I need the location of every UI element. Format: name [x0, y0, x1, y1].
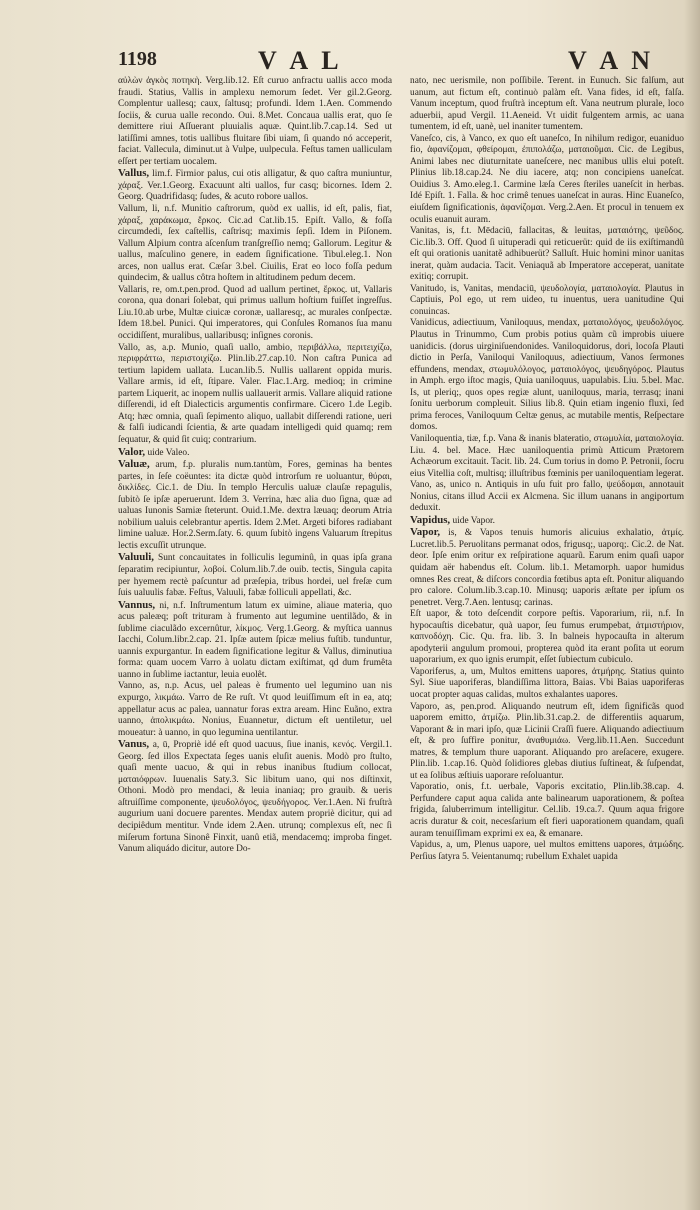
dictionary-entry [118, 204, 392, 285]
entry-headword: Valuuli, [118, 551, 154, 564]
entry-text: Vanitudo, is, Vanitas, mendaciū, ψευδολογία, ματαιολογία. Plautus in Captiuis, Pol ego, ut rem uideo, tu inuentus, uera uanitudine Qui conuincas. [410, 283, 684, 317]
entry-text: Vallaris, re, om.t.pen.prod. Quod ad uallum pertinet, ἔρκος. ut, Vallaris corona, qua donari ſolebat, qui primus uallum hoſtium fuiſſet ingreſſus. Liu.10.ab urbe, Multæ ciuicæ coronæ, uallaresq;, ac murales conſpectæ. Idem 18.bel. Punici. Qui imperatores, qui Conſules Romanos ſua manu occidiſſent, muralibus, uallaribusq; inſignes coronis. [118, 284, 392, 342]
dictionary-entry [118, 343, 392, 447]
dictionary-entry [410, 480, 684, 515]
dictionary-entry [410, 434, 684, 480]
entry-text: Vallum, li, n.f. Munitio caſtrorum, quòd ex uallis, id eſt, palis, fiat, χάραξ, χαράκωμα, ἔρκος. Cic.ad Cat.lib.15. Epiſt. Vallo, & foſſa circumdedi, ſex caſtellis, caſtrisq; maximis ſepſi. Idem in Piſonem. Vallum Alpium contra aſcenſum tranſgreſſio nemq; Gallorum. Legitur & uallus, maſculino genere, in eadem ſignificatione. Tibul.eleg.1. Non arces, non uallus erat. Cæſar 3.bel. Ciuilis, Erat eo loco foſſa pedum quindecim, & uallus côtra hoſtem in altitudinem pedum decem. [118, 204, 392, 284]
page-edge-shadow [684, 0, 700, 1210]
left-running-head: V A L [258, 46, 343, 75]
dictionary-entry [410, 515, 684, 528]
entry-text: Vaniloquentia, tiæ, f.p. Vana & inanis blateratio, στωμυλία, ματαιολογία. Liu. 4. bel. Mace. Hæc uaniloquentia primù Atticum Prætorem Achæorum excitauit. Tacit. lib. 24. Cum torius in domo P. Petronii, ſocru eius Vitellia coſt, multisq; illuſtribus fœminis per uaniloquentiam legerat. [410, 433, 684, 479]
entry-text: Vano, as, unico n. Antiquis in uſu fuit pro fallo, ψεύδομαι, annotauit Nonius, citans illud Accii ex Alcmena. Sic illum uanans in angiportum deduxit. [410, 480, 684, 514]
running-header [118, 46, 680, 75]
entry-text: Vanidicus, adiectiuum, Vaniloquus, mendax, ματαιολόγος, ψευδολόγος. Plautus in Trinummo, Cum probis potius quàm cũ improbis uiuere uanidicis. (dorus uirginiſuendonides. Vaniloquidorus, dori, locoſa Plauti dictio in Perſa, Vaniloqui Vaniloquus, adiectiuum, Vanos ſermones effundens, mendax, στωμυλόλογος, ματαιολόγος, ψευδηγόρος. Plautus in Amph. ergo iſtoc magis, Quia uaniloquus, uapulabis. Liu. 5.bel. Mac. Is, ut pleriq;, quos opes regiæ alunt, uaniloquus, maria, terrasq; inani ſonitu uerborum compleuit. Silius lib.8. Quin etiam ingenio fluxi, ſed prima feroces, Vaniloquum Celtæ genus, ac mutabile mentis, Reſpectare domos. [410, 318, 684, 433]
dictionary-entry [410, 527, 684, 609]
entry-headword: Vannus, [118, 598, 156, 611]
dictionary-entry [410, 840, 684, 863]
right-column [410, 76, 684, 1201]
entry-text: Vaporo, as, pen.prod. Aliquando neutrum eſt, idem ſignificãs quod uaporem emitto, ἀτμίζω. Plin.lib.31.cap.2. de differentiis aquarum, Vaporant & in mari ipſo, quæ Licinii Craſſi fuere. Aliquando adiectiuum eſt, & pro ſuffire ponitur, ἀναθυμιάω. Verg.lib.11.Aen. Succedunt matres, & templum thure uaporant. Aliquando pro areſacere, exugere. Plin.lib. 1.cap.16. Quòd ſolidiores glebas diutius ſuſtineat, & ſuſpendat, ut ea ſolibus æſtiuis uaporare reſoluantur. [410, 701, 684, 781]
dictionary-entry [118, 168, 392, 204]
entry-text: a, ū, Propriè idé eſt quod uacuus, ſiue inanis, κενός. Vergil.1. Georg. ſed illos Expectata ſeges uanis eluſit auenis. Modò pro ſtulto, quaſi mente uacuo, & qui in rebus inanibus ſtudium collocat, ματαιόφρων. Iuuenalis Saty.3. Sic libitum uano, qui nos diſtinxit, Othoni. Modò pro mendaci, & leuia inaniaq; pro grauib. & ueris aſtruiſſime componente, ψευδολόγος, ψευδήγορος. Ver.1.Aen. Ni fruſtrà augurium uani docuere parentes. Mendax autem propriè dicitur, qui ad decipiêdum mentitur. Vnde idem 2.Aen. utrunq; complexus eſt, nec ſi miſerum fortuna Sinonê Finxit, uanû etiã, mendacemq; improba finget. Vanum aliquádo dicitur, autore Do- [118, 740, 392, 855]
dictionary-entry [410, 609, 684, 667]
dictionary-entry [410, 667, 684, 702]
entry-text: Vapidus, a, um, Plenus uapore, uel multos emittens uapores, ἀτμώδης. Perſius ſatyra 5. Veientanumq; rubellum Exhalet uapida [410, 840, 684, 862]
right-running-head: V A N [568, 46, 654, 75]
entry-headword: Valuæ, [118, 458, 150, 471]
entry-text: arum, f.p. pluralis num.tantùm, Fores, geminas ha bentes partes, in ſeſe coëuntes: ita dictæ quòd introrſum re uoluantur, θύραι, δικλίδες. Cic.1. de Diu. In templo Herculis ualuæ clauſæ repagulis, ſubitò ſe ipſæ aperuerunt. Idem 3. Verrina, hæc alia duo ſigna, quæ ad ualuas Iunonis Samiæ ſteterunt. Ouid.1.Me. dextra læuaq; deorum Atria nobilium ualuis celebrantur apertis. Idem 2.Met. Argeti bifores radiabant limine ualuæ. Hor.2.Serm.ſaty. 6. quum ſubitò ingens Valuarum ſtrepitus lectis excuſſit utrunque. [118, 460, 392, 551]
dictionary-entry [410, 782, 684, 840]
page-number: 1198 [118, 48, 157, 70]
entry-text: uide Vapor. [452, 515, 495, 526]
dictionary-entry [410, 226, 684, 284]
entry-text: Eſt uapor, & toto deſcendit corpore peſtis. Vaporarium, rii, n.f. In hypocauſtis dicebatur, quà uapor, ſeu fumus erumpebat, ἀτμιστήριον, καπνοδόχη. Cic. Qu. fra. lib. 3. In balneis hypocauſta in alterum apodyterii angulum promoui, propterea quòd ita erant poſita ut eorum uaporarium, ex quo ignis erumpit, eſſet ſubiectum cubiculo. [410, 609, 684, 666]
dictionary-entry [118, 600, 392, 682]
dictionary-entry [118, 681, 392, 739]
entry-headword: Vallus, [118, 167, 150, 180]
entry-text: Vaporiferus, a, um, Multos emittens uapores, ἀτμήρης. Statius quinto Syl. Siue uaporiferas, blandiſſima littora, Baias. Vbi Baias uaporiferas uocat propter aquas calidas, multos exhalantes uapores. [410, 666, 684, 700]
dictionary-entry [410, 76, 684, 134]
dictionary-entry [118, 285, 392, 343]
entry-headword: Vapidus, [410, 513, 451, 526]
entry-text: Vanitas, is, f.t. Mēdaciū, fallacitas, & leuitas, ματαιότης, ψεῦδος. Cic.lib.3. Off. Quod ſi uituperadi qui reticuerüt: quid de iis exiſtimandû eſt qui orationis uanitatẽ adhibuerüt? Salluſt. Huic homini minor uanitas inerat, quàm audacia. Tacit. Veniaquã ab Imperatore acceperat, uanitate exitiq; corrupit. [410, 226, 684, 283]
entry-text: Sunt concauitates in folliculis leguminû, in quas ipſa grana ſeparatim recipiuntur, λοβοί. Colum.lib.7.de ouib. tectis, Singula capita per hyemem rectè paſcuntur ad præſepia, tribus hordei, uel freſæ cum ſuis ualuulis fabæ. Feſtus, Valuuli, fabæ folliculi appellati, &c. [118, 553, 392, 599]
entry-text: αὐλὼν ἀγκὸς ποτηκὴ. Verg.lib.12. Eſt curuo anfractu uallis acco moda fraudi. Statius, Vallis in amplexu nemorum ſedet. Ver gil.2.Georg. Complentur uallesq; caux, ſaltusq; profundi. Idem 1.Aen. Commendo ſociis, & curua ualle recondo. Oui. 8.Met. Concaua uallis erat, quo ſe demittere riui Aſſuerant pluuialis aquæ. Quint.lib.7.cap.14. Sed ut latiſſimi amnes, totis uallibus fluitare ſibi uiam, ſi quando nó acceperit, faciat. Vallecula, diminut.ut à Vulpe, uulpecula. Feſtus tamen ualliculam eſſert per tertiam uocalem. [118, 76, 392, 167]
dictionary-entry [410, 702, 684, 783]
dictionary-entry [118, 552, 392, 599]
dictionary-entry [118, 447, 392, 460]
dictionary-entry [410, 284, 684, 319]
entry-headword: Vapor, [410, 526, 441, 539]
text-columns [118, 76, 684, 1201]
entry-text: Vanno, as, n.p. Acus, uel paleas è frumento uel legumino uan nis expurgo, λικμάω. Varro de Re ruſt. Vt quod leuiſſimum eſt in ea, atq; appellatur acus ac palea, uannatur foras extra aream. Hinc Euãno, extra uanno, ἀπολικμάω. Nonius, Euannetur, dictum eſt uentiletur, uel moueatur: à uanno, in quo legumina uentilantur. [118, 681, 392, 738]
dictionary-entry [118, 459, 392, 552]
left-column [118, 76, 392, 1201]
entry-headword: Vanus, [118, 738, 150, 751]
entry-text: is, & Vapos tenuis humoris alicuius exhalatio, ἀτμίς. Lucret.lib.5. Peruolitans permanat odos, frigusq;, uaporq;. Cic.2. de Nat. deor. Ipſe enim oritur ex reſpiratione aquarũ. Earum enim quaſi uapor quidam aër habendus eſt. Colum. lib.1. Metamorph. uapor humidus omnes Res creat, & diſcors concordia fœtibus apta eſt. Ponitur aliquando pro calore. Colum.lib.3.cap.10. Minusq; uaporis æſtate per ipſum os penetret. Verg.7.Aen. lentusq; carinas. [410, 528, 684, 608]
dictionary-entry [118, 739, 392, 855]
entry-headword: Valor, [118, 445, 146, 458]
entry-text: lim.f. Firmior palus, cui otis alligatur, & quo caſtra muniuntur, χάραξ. Ver.1.Georg. Exacuunt alti uallos, fur casq; bicornes. Idem 2. Georg. Quadrifidasq; ſudes, & acuto robore uallos. [118, 169, 392, 203]
entry-text: Vaneſco, cis, à Vanco, ex quo eſt uaneſco, In nihilum redigor, euaniduo fio, ἀφανίζομαι, φθείρομαι, ἐπιπολάζω, ματαιοῦμαι. Cic. de Legibus, Animi labes nec diuturnitate uaneſcere, nec manibus ullis elui poteſt. Plinius lib.18.cap.24. Ne diu iacere, atq; non concipiens uaneſcat. Ouidius 3. Amo.eleg.1. Carmine læſa Ceres ſteriles uaneſcit in herbas. Idé Epiſt. 1. Falla. & hoc crimê tenues uaneſcat in auras. Hinc Euaneſco, eiuſdem ſignificationis, ἀφανίζομαι. Verg.2.Aen. Et procul in tenuem ex oculis euanuit auram. [410, 133, 684, 225]
entry-text: Vallo, as, a.p. Munio, quaſi uallo, ambio, περιβάλλω, περιτειχίζω, περιφράττω, περιστοιχίζω. Plin.lib.27.cap.10. Non caſtra Punica ad tertium lapidem uallata. Lucan.lib.5. Nullis uallarent oppida muris. Vallare armis, id eſt, ſtipare. Valer. Flac.1.Arg. medioq; in crimine partem Liquerit, ac inopem nullis uallauerit armis. Vallare aliquid ratione diſſerendi, id eſt Dialecticis argumentis confirmare. Cicero 1.de Legib. Atq; hæc omnia, quaſi ſepimento aliquo, uallabit diſſerendi ratione, ueri & falſi iudicandi ſcientia, & arte quadam intelligedi quid quamq; rem ſequatur, & quid ſit cuiq; contrarium. [118, 342, 392, 445]
dictionary-entry [118, 76, 392, 168]
dictionary-entry [410, 134, 684, 226]
entry-text: nato, nec uerismile, non poſſibile. Terent. in Eunuch. Sic falſum, aut uanum, aut fictum eſt, continuò palàm eſt. Vana fides, id eſt, falſa. Vanum inceptum, quod fruſtrà inceptum eſt. Vana neutrum plurale, loco aduerbii, apud Vergil. 11.Aeneid. Vt uidit fulgentem armis, ac uana tumentem, id eſt, uanè, uel inaniter tumentem. [410, 76, 684, 133]
dictionary-entry [410, 318, 684, 433]
entry-text: ni, n.f. Inſtrumentum latum ex uimine, aliaue materia, quo acus paleæq; poſt trituram à frumento aut legumine uentilãdo, & in ſublime ciaculãdo excernûtur, λίκμος. Verg.1.Georg. & myſtica uannus Iacchi, Colum.libr.2.cap. 21. Ipſæ autem ſpicæ melius fuſtib. tunduntur, uannis expurgantur. In eadem ſignificatione legitur & Vallus, diminutiua forma: quam uocem Varro à uolatu dictam exiſtimat, qd dum frumêta uanno in ſublime iactantur, leuia euolêt. [118, 600, 392, 680]
entry-text: Vaporatio, onis, f.t. uerbale, Vaporis excitatio, Plin.lib.38.cap. 4. Perfundere caput aqua calida ante balinearum uaporationem, & poſtea frigida, ſaluberrimum intelligitur. Cel.lib. 19.ca.7. Quum aqua frigore acris duratur & coit, necesſarium eſt fieri uaporationem quandam, quaſi auram tenuiſſimam exprimi ex ea, & emanare. [410, 782, 684, 839]
entry-text: uide Valeo. [147, 447, 190, 458]
